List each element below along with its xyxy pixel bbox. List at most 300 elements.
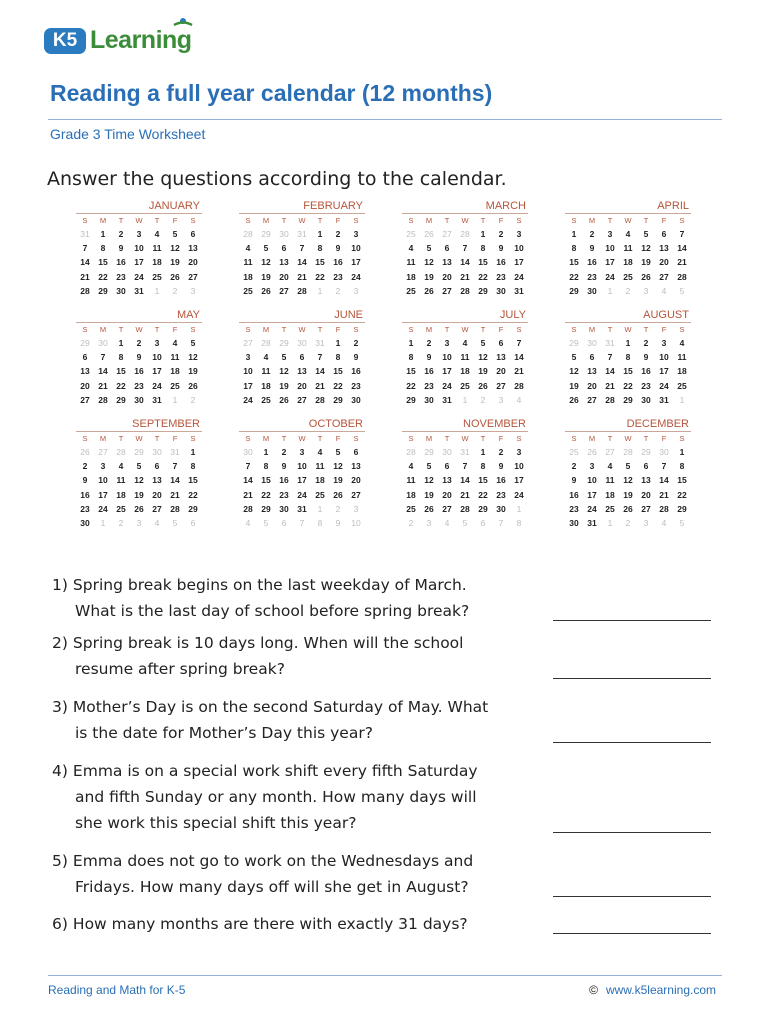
day-cell: 24 — [98, 503, 108, 514]
title-divider — [48, 119, 722, 120]
weekday-header: T — [118, 434, 124, 444]
day-cell: 7 — [245, 461, 251, 472]
day-cell: 1 — [679, 447, 685, 458]
weekday-header: T — [317, 434, 323, 444]
month-table — [565, 324, 691, 407]
question-line-text: Spring break is 10 days long. When will the school — [72, 634, 464, 652]
day-cell: 9 — [498, 461, 504, 472]
week-row — [239, 227, 365, 241]
day-cell: 25 — [116, 503, 126, 514]
day-cell: 19 — [424, 489, 434, 500]
day-cell: 30 — [152, 447, 162, 458]
day-cell: 25 — [152, 271, 162, 282]
weekday-header: T — [480, 216, 486, 225]
day-cell: 21 — [460, 271, 470, 282]
day-cell: 10 — [659, 352, 669, 363]
day-cell: 23 — [496, 489, 506, 500]
day-cell: 9 — [335, 518, 341, 529]
week-row — [76, 241, 202, 255]
day-cell: 24 — [514, 489, 524, 500]
answer-blank[interactable] — [553, 620, 711, 621]
month-name: OCTOBER — [308, 418, 363, 431]
day-cell: 29 — [478, 503, 488, 514]
day-cell: 27 — [442, 503, 452, 514]
day-cell: 3 — [643, 285, 649, 296]
day-cell: 24 — [134, 271, 144, 282]
day-cell: 30 — [98, 338, 108, 349]
day-cell: 31 — [659, 394, 669, 405]
day-cell: 4 — [661, 518, 667, 529]
day-cell: 13 — [641, 475, 651, 486]
day-cell: 21 — [98, 380, 108, 391]
day-cell: 23 — [116, 271, 126, 282]
day-cell: 17 — [297, 475, 307, 486]
week-row — [76, 364, 202, 378]
weekday-header: W — [461, 434, 469, 444]
month-table — [402, 215, 528, 298]
day-cell: 23 — [424, 380, 434, 391]
worksheet-subtitle: Grade 3 Time Worksheet — [50, 126, 206, 142]
day-cell: 14 — [460, 475, 470, 486]
day-cell: 29 — [261, 229, 271, 239]
weekday-header: S — [82, 216, 88, 225]
day-cell: 21 — [659, 489, 669, 500]
day-cell: 15 — [478, 475, 488, 486]
logo-wordmark: Learning — [90, 26, 192, 54]
day-cell: 8 — [263, 461, 269, 472]
day-cell: 22 — [478, 271, 488, 282]
day-cell: 22 — [261, 489, 271, 500]
day-cell: 25 — [170, 380, 180, 391]
question-number: 2) — [52, 634, 68, 652]
week-row — [565, 473, 691, 487]
day-cell: 3 — [100, 461, 106, 472]
day-cell: 29 — [569, 338, 579, 349]
day-cell: 27 — [243, 338, 253, 349]
answer-blank[interactable] — [553, 933, 711, 934]
month-january — [76, 199, 202, 298]
question-number: 4) — [52, 762, 68, 780]
answer-blank[interactable] — [553, 832, 711, 833]
day-cell: 28 — [659, 503, 669, 514]
day-cell: 17 — [659, 366, 669, 377]
day-cell: 29 — [677, 503, 687, 514]
day-cell: 10 — [243, 366, 253, 377]
day-cell: 2 — [408, 518, 414, 529]
weekday-header: M — [425, 325, 433, 335]
day-cell: 20 — [279, 271, 289, 282]
week-row — [76, 379, 202, 393]
day-cell: 25 — [677, 380, 687, 391]
day-cell: 20 — [297, 380, 307, 391]
day-cell: 3 — [136, 518, 142, 529]
day-cell: 28 — [243, 229, 253, 239]
weekday-header: T — [643, 216, 649, 225]
day-cell: 14 — [315, 366, 325, 377]
day-cell: 3 — [299, 447, 305, 458]
day-cell: 12 — [641, 243, 651, 254]
footer-website — [589, 983, 716, 997]
question-number: 6) — [52, 915, 68, 933]
day-cell: 25 — [623, 271, 633, 282]
week-row — [239, 284, 365, 298]
question-line-text: Mother’s Day is on the second Saturday of May. What — [72, 698, 489, 716]
day-cell: 4 — [263, 352, 269, 363]
week-row — [565, 336, 691, 350]
day-cell: 10 — [152, 352, 162, 363]
day-cell: 1 — [100, 229, 106, 239]
day-cell: 26 — [170, 271, 180, 282]
day-cell: 15 — [677, 475, 687, 486]
footer-divider — [48, 975, 722, 976]
day-cell: 13 — [80, 366, 90, 377]
day-cell: 7 — [516, 338, 522, 349]
day-cell: 5 — [679, 285, 685, 296]
day-cell: 27 — [442, 285, 452, 296]
weekday-header: T — [643, 434, 649, 444]
day-cell: 26 — [333, 489, 343, 500]
day-cell: 6 — [444, 243, 450, 254]
day-cell: 4 — [516, 394, 522, 405]
day-cell: 9 — [426, 352, 432, 363]
month-table — [402, 433, 528, 530]
week-row — [565, 241, 691, 255]
day-cell: 28 — [460, 229, 470, 239]
day-cell: 5 — [190, 338, 196, 349]
month-table — [565, 433, 691, 530]
day-cell: 4 — [118, 461, 124, 472]
week-row — [402, 445, 528, 459]
weekday-header: S — [190, 325, 196, 335]
day-cell: 12 — [623, 475, 633, 486]
day-cell: 5 — [172, 229, 178, 239]
day-cell: 14 — [80, 257, 90, 268]
day-cell: 1 — [190, 447, 196, 458]
day-cell: 6 — [190, 518, 196, 529]
day-cell: 4 — [408, 461, 414, 472]
day-cell: 14 — [297, 257, 307, 268]
day-cell: 19 — [623, 489, 633, 500]
day-cell: 7 — [100, 352, 106, 363]
day-cell: 5 — [263, 518, 269, 529]
month-table — [76, 433, 202, 530]
day-cell: 11 — [623, 243, 633, 254]
day-cell: 15 — [406, 366, 416, 377]
weekday-header: T — [118, 216, 124, 225]
day-cell: 30 — [496, 285, 506, 296]
day-cell: 5 — [462, 518, 468, 529]
day-cell: 11 — [677, 352, 687, 363]
day-cell: 11 — [406, 475, 416, 486]
week-row — [402, 364, 528, 378]
day-cell: 1 — [263, 447, 269, 458]
day-cell: 29 — [424, 447, 434, 458]
day-cell: 27 — [496, 380, 506, 391]
day-cell: 22 — [677, 489, 687, 500]
day-cell: 28 — [170, 503, 180, 514]
day-cell: 21 — [514, 366, 524, 377]
day-cell: 1 — [607, 285, 613, 296]
day-cell: 7 — [462, 243, 468, 254]
month-divider — [239, 322, 365, 323]
day-cell: 2 — [643, 338, 649, 349]
day-cell: 18 — [677, 366, 687, 377]
day-cell: 19 — [188, 366, 198, 377]
weekday-header: W — [135, 325, 143, 335]
day-cell: 29 — [478, 285, 488, 296]
day-cell: 27 — [351, 489, 361, 500]
day-cell: 17 — [152, 366, 162, 377]
day-cell: 28 — [243, 503, 253, 514]
day-cell: 8 — [335, 352, 341, 363]
day-cell: 23 — [80, 503, 90, 514]
day-cell: 26 — [424, 229, 434, 239]
day-cell: 6 — [281, 243, 287, 254]
day-cell: 3 — [607, 229, 613, 239]
day-cell: 2 — [118, 518, 124, 529]
week-row — [239, 393, 365, 407]
day-cell: 12 — [569, 366, 579, 377]
day-cell: 16 — [279, 475, 289, 486]
day-cell: 30 — [351, 394, 361, 405]
week-row — [565, 459, 691, 473]
day-cell: 9 — [353, 352, 359, 363]
question-line-text: Emma does not go to work on the Wednesdays and — [72, 852, 474, 870]
day-cell: 11 — [170, 352, 180, 363]
day-cell: 17 — [98, 489, 108, 500]
weekday-header: T — [643, 325, 649, 335]
question-text — [52, 848, 542, 900]
day-cell: 10 — [587, 475, 597, 486]
day-cell: 20 — [152, 489, 162, 500]
week-row — [402, 459, 528, 473]
day-cell: 22 — [478, 489, 488, 500]
day-cell: 1 — [118, 338, 124, 349]
month-divider — [565, 431, 691, 432]
day-cell: 18 — [406, 489, 416, 500]
month-august — [565, 308, 691, 407]
week-row — [402, 336, 528, 350]
day-cell: 31 — [170, 447, 180, 458]
day-cell: 19 — [424, 271, 434, 282]
weekday-header: W — [624, 434, 632, 444]
day-cell: 29 — [623, 394, 633, 405]
week-row — [76, 459, 202, 473]
day-cell: 1 — [480, 447, 486, 458]
day-cell: 27 — [641, 503, 651, 514]
day-cell: 14 — [98, 366, 108, 377]
day-cell: 19 — [569, 380, 579, 391]
day-cell: 18 — [243, 271, 253, 282]
day-cell: 28 — [514, 380, 524, 391]
day-cell: 20 — [587, 380, 597, 391]
week-row — [402, 393, 528, 407]
week-row — [565, 502, 691, 516]
day-cell: 30 — [659, 447, 669, 458]
day-cell: 4 — [317, 447, 323, 458]
day-cell: 1 — [100, 518, 106, 529]
day-cell: 12 — [279, 366, 289, 377]
week-row — [565, 364, 691, 378]
weekday-header: M — [99, 216, 107, 225]
month-march — [402, 199, 528, 298]
day-cell: 31 — [442, 394, 452, 405]
week-row — [402, 284, 528, 298]
week-row — [402, 379, 528, 393]
day-cell: 28 — [261, 338, 271, 349]
day-cell: 30 — [134, 394, 144, 405]
week-row — [402, 488, 528, 502]
day-cell: 18 — [116, 489, 126, 500]
day-cell: 5 — [263, 243, 269, 254]
month-name: FEBRUARY — [303, 200, 363, 212]
question-number: 1) — [52, 576, 68, 594]
day-cell: 14 — [460, 257, 470, 268]
day-cell: 10 — [351, 243, 361, 254]
day-cell: 26 — [279, 394, 289, 405]
answer-blank[interactable] — [553, 742, 711, 743]
day-cell: 13 — [188, 243, 198, 254]
day-cell: 18 — [261, 380, 271, 391]
day-cell: 21 — [605, 380, 615, 391]
day-cell: 2 — [82, 461, 88, 472]
day-cell: 16 — [569, 489, 579, 500]
day-cell: 19 — [333, 475, 343, 486]
weekday-header: M — [262, 434, 270, 444]
day-cell: 3 — [136, 229, 142, 239]
question-line: and fifth Sunday or any month. How many days will — [75, 788, 477, 806]
week-row — [239, 502, 365, 516]
day-cell: 21 — [170, 489, 180, 500]
day-cell: 25 — [460, 380, 470, 391]
month-table — [76, 324, 202, 407]
week-row — [239, 270, 365, 284]
weekday-header: S — [353, 434, 359, 444]
week-row — [76, 516, 202, 530]
website-link[interactable]: www.k5learning.com — [605, 983, 716, 997]
week-row — [402, 473, 528, 487]
day-cell: 10 — [514, 243, 524, 254]
week-row — [76, 255, 202, 269]
weekday-header: T — [317, 216, 323, 225]
day-cell: 11 — [243, 257, 253, 268]
weekday-header: F — [335, 216, 341, 225]
day-cell: 26 — [569, 394, 579, 405]
weekday-header: S — [408, 325, 414, 335]
day-cell: 6 — [154, 461, 160, 472]
day-cell: 1 — [480, 229, 486, 239]
day-cell: 26 — [623, 503, 633, 514]
day-cell: 8 — [408, 352, 414, 363]
weekday-header: S — [245, 434, 251, 444]
day-cell: 28 — [623, 447, 633, 458]
day-cell: 21 — [80, 271, 90, 282]
weekday-header: S — [245, 325, 251, 335]
month-name: JUNE — [334, 309, 363, 322]
day-cell: 12 — [134, 475, 144, 486]
day-cell: 4 — [245, 243, 251, 254]
weekday-header: T — [154, 325, 160, 335]
answer-blank[interactable] — [553, 678, 711, 679]
week-row — [239, 241, 365, 255]
day-cell: 16 — [333, 257, 343, 268]
day-cell: 14 — [243, 475, 253, 486]
day-cell: 27 — [605, 447, 615, 458]
logo-badge: K5 — [44, 28, 86, 54]
month-table — [239, 215, 365, 298]
day-cell: 1 — [462, 394, 468, 405]
day-cell: 5 — [335, 447, 341, 458]
week-row — [239, 473, 365, 487]
day-cell: 6 — [643, 461, 649, 472]
day-cell: 16 — [80, 489, 90, 500]
day-cell: 27 — [98, 447, 108, 458]
day-cell: 17 — [587, 489, 597, 500]
day-cell: 15 — [188, 475, 198, 486]
day-cell: 27 — [659, 271, 669, 282]
day-cell: 28 — [677, 271, 687, 282]
day-cell: 30 — [80, 518, 90, 529]
day-cell: 31 — [152, 394, 162, 405]
day-cell: 13 — [279, 257, 289, 268]
weekday-header: M — [99, 434, 107, 444]
day-cell: 12 — [424, 475, 434, 486]
month-april — [565, 199, 691, 298]
day-cell: 3 — [245, 352, 251, 363]
day-cell: 28 — [605, 394, 615, 405]
day-cell: 2 — [335, 229, 341, 239]
day-cell: 4 — [245, 518, 251, 529]
week-row — [239, 350, 365, 364]
day-cell: 22 — [406, 380, 416, 391]
day-cell: 1 — [408, 338, 414, 349]
day-cell: 30 — [243, 447, 253, 458]
day-cell: 2 — [172, 285, 178, 296]
answer-blank[interactable] — [553, 896, 711, 897]
day-cell: 30 — [496, 503, 506, 514]
day-cell: 18 — [406, 271, 416, 282]
day-cell: 16 — [424, 366, 434, 377]
day-cell: 9 — [82, 475, 88, 486]
month-name: JANUARY — [148, 200, 200, 212]
day-cell: 6 — [353, 447, 359, 458]
day-cell: 7 — [498, 518, 504, 529]
weekday-header: W — [461, 216, 469, 225]
day-cell: 24 — [605, 271, 615, 282]
day-cell: 3 — [498, 394, 504, 405]
weekday-header: T — [607, 216, 613, 225]
day-cell: 15 — [569, 257, 579, 268]
day-cell: 17 — [243, 380, 253, 391]
day-cell: 3 — [516, 229, 522, 239]
weekday-header: M — [588, 216, 596, 225]
question-line — [52, 848, 542, 874]
month-july — [402, 308, 528, 407]
week-row — [239, 459, 365, 473]
day-cell: 22 — [188, 489, 198, 500]
day-cell: 17 — [442, 366, 452, 377]
day-cell: 25 — [315, 489, 325, 500]
day-cell: 4 — [625, 229, 631, 239]
day-cell: 18 — [605, 489, 615, 500]
day-cell: 15 — [333, 366, 343, 377]
day-cell: 4 — [444, 518, 450, 529]
weekday-header: S — [679, 434, 685, 444]
day-cell: 20 — [659, 257, 669, 268]
day-cell: 25 — [406, 503, 416, 514]
day-cell: 5 — [281, 352, 287, 363]
day-cell: 26 — [478, 380, 488, 391]
